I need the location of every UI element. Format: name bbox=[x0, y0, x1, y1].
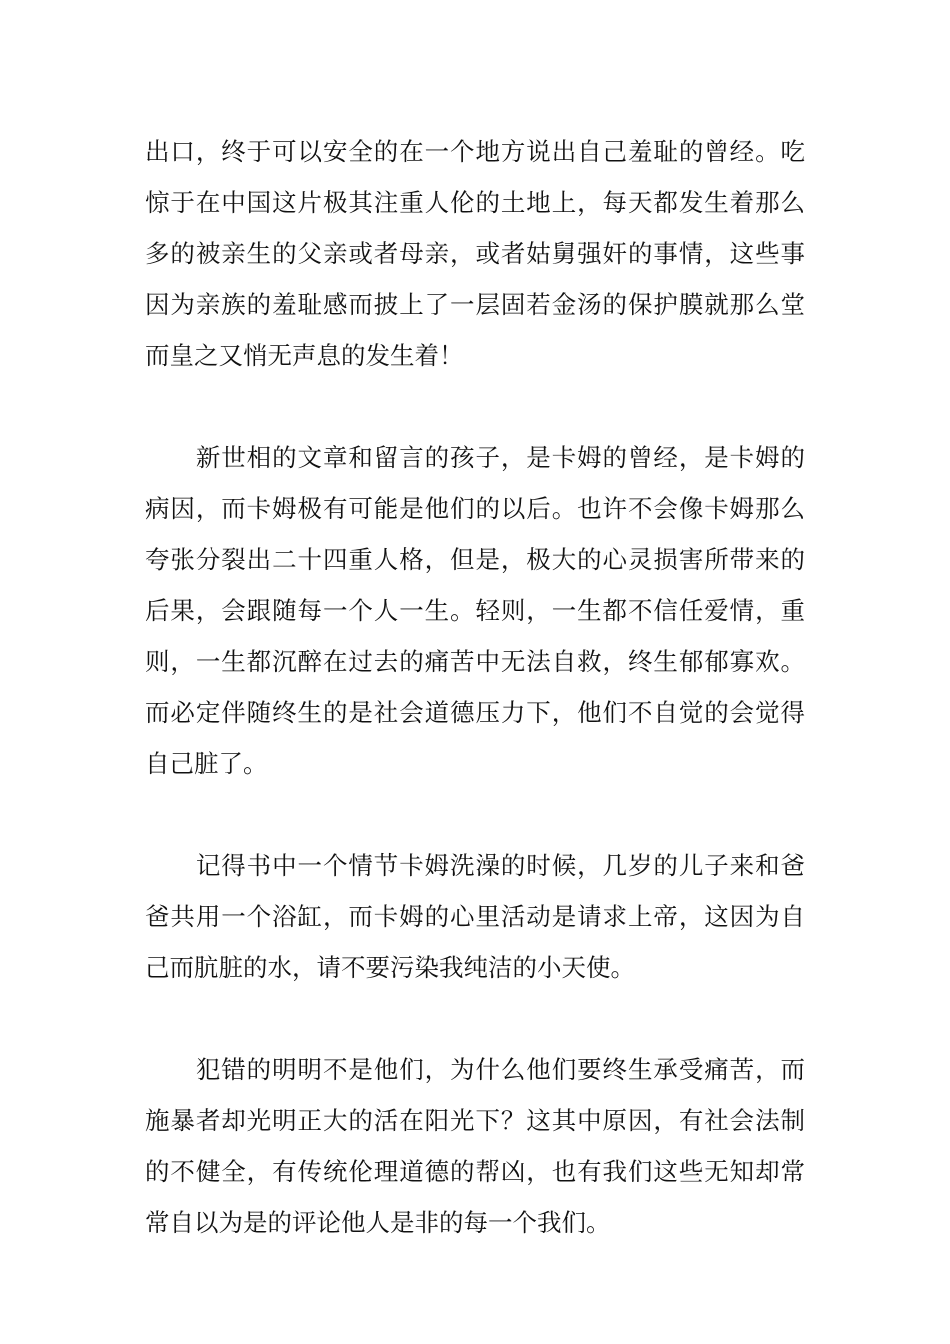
paragraph-2: 新世相的文章和留言的孩子，是卡姆的曾经，是卡姆的病因，而卡姆极有可能是他们的以后。也许不会像卡姆那么夸张分裂出二十四重人格，但是，极大的心灵损害所带来的后果，会跟随每一个人一生。轻则，一生都不信任爱情，重则，一生都沉醉在过去的痛苦中无法自救，终生郁郁寡欢。而必定伴随终生的是社会道德压力下，他们不自觉的会觉得自己脏了。 bbox=[145, 443, 805, 778]
paragraph-1: 出口，终于可以安全的在一个地方说出自己羞耻的曾经。吃惊于在中国这片极其注重人伦的土地上，每天都发生着那么多的被亲生的父亲或者母亲，或者姑舅强奸的事情，这些事因为亲族的羞耻感而披上了一层固若金汤的保护膜就那么堂而皇之又悄无声息的发生着！ bbox=[145, 137, 805, 370]
paragraph-3: 记得书中一个情节卡姆洗澡的时候，几岁的儿子来和爸爸共用一个浴缸，而卡姆的心里活动是请求上帝，这因为自己而肮脏的水，请不要污染我纯洁的小天使。 bbox=[145, 851, 805, 982]
document-body bbox=[145, 126, 805, 1248]
paragraph-spacer bbox=[145, 993, 805, 1044]
paragraph-spacer bbox=[145, 789, 805, 840]
paragraph-4: 犯错的明明不是他们，为什么他们要终生承受痛苦，而施暴者却光明正大的活在阳光下？这其中原因，有社会法制的不健全，有传统伦理道德的帮凶，也有我们这些无知却常常自以为是的评论他人是非的每一个我们。 bbox=[145, 1055, 805, 1237]
paragraph-spacer bbox=[145, 381, 805, 432]
